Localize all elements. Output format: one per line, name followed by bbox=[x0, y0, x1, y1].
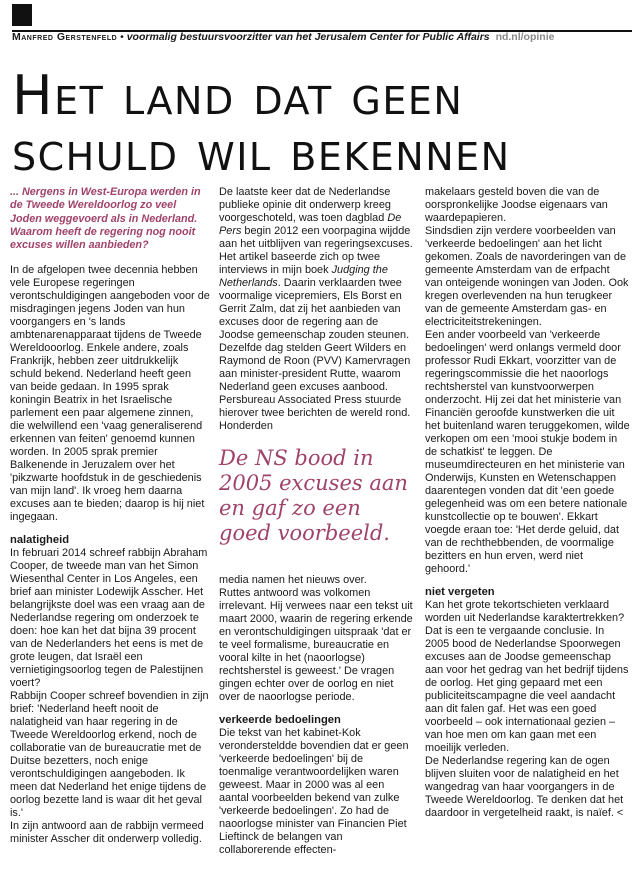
intro-lede: ... Nergens in West-Europa werden in de Tweede Wereldoorlog zo veel Joden weggevoerd als in Nederland. Waarom heeft de regering nog nooit excuses willen aanbieden? bbox=[10, 186, 201, 252]
col2-p1-b: begin 2012 een voorpagina wijdde aan het uitblijven van regeringsexcuses. Het artikel baseerde zich op twee interviews in mijn boek bbox=[219, 225, 413, 276]
col3-paragraph-2: Sindsdien zijn verdere voorbeelden van 'verkeerde bedoelingen' aan het licht gekomen. Zoals de navorderingen van de gemeente Amsterdam van de erfpacht van onteigende woningen van Joden. Ook kregen overlevenden na hun terugkeer van de gemeente Amsterdam gas- en electriciteitstrekeningen. bbox=[425, 225, 629, 328]
newspaper-name: De Pers bbox=[219, 212, 402, 237]
book-title: Judging the Netherlands bbox=[219, 264, 388, 289]
col2-p1-c: . Daarin verklaarden twee voormalige vicepremiers, Els Borst en Gerrit Zalm, dat zij het aanbieden van excuses door de regering aan de Joodse gemeenschap zouden steunen. Dezelfde dag stelden Geert Wilders en Raymond de Roon (PVV) Kamervragen aan minister-president Rutte, waarom Nederland geen excuses aanbood. Persbureau Associated Press stuurde hierover twee berichten de wereld rond. Honderden bbox=[219, 277, 411, 432]
col3-paragraph-5: De Nederlandse regering kan de ogen blijven sluiten voor de nalatigheid en het wangedrag van haar voorgangers in de Tweede Wereldoorlog. Te denken dat het daardoor in vergetelheid raakt, is naïef. < bbox=[425, 755, 624, 819]
col1-paragraph-4: In zijn antwoord aan de rabbijn vermeed minister Asscher dit onderwerp volledig. bbox=[10, 820, 204, 846]
col1-paragraph-2: In februari 2014 schreef rabbijn Abraham Cooper, de tweede man van het Simon Wiesenthal Center in Los Angeles, een brief aan minister Lodewijk Asscher. Het belangrijkste doel was een vraag aan de Nederlandse regering om onderzoek te doen: hoe kan het dat bijna 39 procent van de Nederlanders het eens is met de grote leugen, dat Israël een vernietigingsoorlog tegen de Palestijnen voert? bbox=[10, 547, 208, 690]
col2-p1-a: De laatste keer dat de Nederlandse publieke opinie dit onderwerp kreeg voorgeschoteld, was toen dagblad bbox=[219, 186, 391, 224]
headline bbox=[12, 64, 632, 183]
col1-paragraph-3: Rabbijn Cooper schreef bovendien in zijn brief: 'Nederland heeft nooit de nalatigheid van haar regering in de Tweede Wereldoorlog erkend, noch de collaboratie van de bureaucratie met de Duitse bezetters, noch enige verontschuldigingen aangeboden. Ik meen dat Nederland het enige tijdens de oorlog bezette land is waar dit het geval is.' bbox=[10, 690, 209, 820]
author-role: voormalig bestuursvoorzitter van het Jerusalem Center for Public Affairs bbox=[126, 31, 490, 43]
col1-paragraph-1: In de afgelopen twee decennia hebben vele Europese regeringen verontschuldigingen aangeboden voor de misdragingen jegens Joden van hun voorgangers en 's lands ambtenarenapparaat tijdens de Tweede Wereldooorlog. Enkele andere, zoals Frankrijk, hebben zeer uitdrukkelijk schuld bekend. Nederland heeft geen van beide gedaan. In 1995 sprak koningin Beatrix in het Israelische parlement een paar algemene zinnen, die welwillend een 'vaag generaliserend erkennen van feiten' genoemd kunnen worden. In 2005 sprak premier Balkenende in Jeruzalem over het 'pikzwarte hoofdstuk in de geschiedenis van mijn land'. Ik vroeg hem daarna excuses aan te bieden; daarop is hij niet ingegaan. bbox=[10, 264, 210, 524]
column-2-top bbox=[219, 186, 415, 433]
byline-separator: • bbox=[120, 31, 124, 43]
subhead-niet-vergeten: niet vergeten bbox=[425, 586, 495, 598]
col3-paragraph-3: Een ander voorbeeld van 'verkeerde bedoelingen' werd onlangs vermeld door professor Rudi Ekkart, voorzitter van de regeringscommissie die het naoorlogs rechtsherstel van kunstvoorwerpen onderzocht. Hij zei dat het ministerie van Financiën geroofde kunstwerken die uit het buitenland waren teruggekomen, wilde verkopen om een 'mooi stukje bodem in de schatkist' te leggen. De museumdirecteuren en het ministerie van Onderwijs, Kunsten en Wetenschappen daarentegen vonden dat dit 'een goede gelegenheid was om een betere nationale kunstcollectie op te bouwen'. Ekkart voegde eraan toe: 'Het derde geluid, dat van de rechthebbenden, de voormalige bezitters en hun erven, werd niet gehoord.' bbox=[425, 329, 630, 575]
subhead-verkeerde-bedoelingen: verkeerde bedoelingen bbox=[219, 714, 341, 726]
column-2-bottom bbox=[219, 574, 415, 857]
col2-paragraph-2: media namen het nieuws over. bbox=[219, 574, 367, 586]
col2-paragraph-3: Ruttes antwoord was volkomen irrelevant. Hij verwees naar een tekst uit maart 2000, waarin de regering erkende en verontschuldigingen uitspraak 'dat er te veel formalisme, bureaucratie en vooral kilte in het (naoorlogse) rechtsherstel is geweest.' De vragen gingen echter over de oorlog en niet over de naoorlogse periode. bbox=[219, 587, 413, 703]
col2-paragraph-4: Die tekst van het kabinet-Kok verondersteldde bovendien dat er geen 'verkeerde bedoelingen' bij de toenmalige verantwoordelijken waren geweest. Maar in 2000 was al een aantal voorbeelden bekend van zulke 'verkeerde bedoelingen'. Zo had de naoorlogse minister van Financien Piet Lieftinck de belangen van collaborerende effecten- bbox=[219, 727, 409, 856]
headline-line-2: schuld wil bekennen bbox=[12, 120, 511, 183]
col3-paragraph-4: Kan het grote tekortschieten verklaard worden uit Nederlandse karaktertrekken? Dat is een te vergaande conclusie. In 2005 bood de Nederlandse Spoorwegen excuses aan de Joodse gemeenschap aan voor het gedrag van het bedrijf tijdens de oorlog. Het ging gepaard met een publiciteitscampagne die veel aandacht aan dit falen gaf. Het was een goed voorbeeld – ook internationaal gezien – van hoe men om kan gaan met een moeilijk verleden. bbox=[425, 599, 629, 754]
column-3 bbox=[425, 186, 630, 820]
section-marker bbox=[12, 4, 32, 26]
author-name: Manfred Gerstenfeld bbox=[12, 31, 118, 43]
opinion-link[interactable]: nd.nl/opinie bbox=[495, 31, 555, 43]
pull-quote: De NS bood in 2005 excuses aan en gaf zo een goed voorbeeld. bbox=[219, 446, 408, 545]
col2-paragraph-1 bbox=[219, 186, 415, 433]
subhead-nalatigheid: nalatigheid bbox=[10, 534, 70, 547]
headline-line-1: Het land dat geen bbox=[12, 64, 464, 127]
col3-paragraph-1: makelaars gesteld boven die van de oorspronkelijke Joodse eigenaars van waardepapieren. bbox=[425, 186, 608, 224]
column-1 bbox=[10, 186, 210, 846]
byline bbox=[12, 31, 554, 43]
